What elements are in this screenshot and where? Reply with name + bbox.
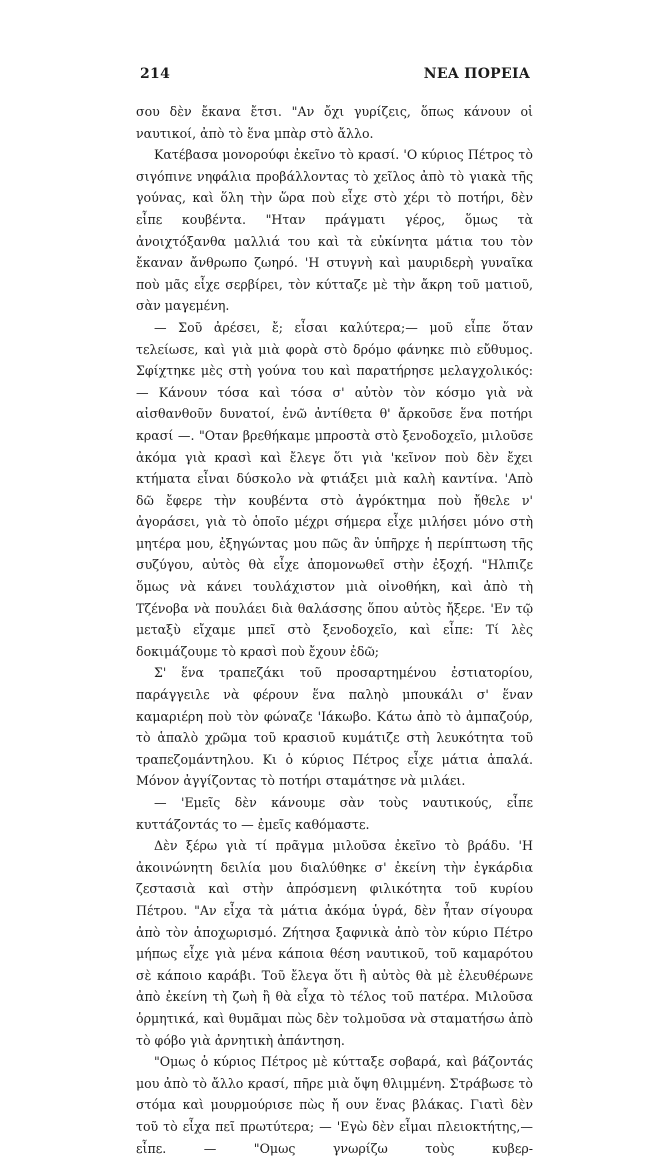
page-number: 214 xyxy=(140,66,171,82)
paragraph-continuation: σου δὲν ἔκανα ἔτσι. "Αν ὄχι γυρίζεις, ὅπως κάνουν οἱ ναυτικοί, ἀπὸ τὸ ἕνα μπὰρ στὸ ἄλλο. xyxy=(136,104,533,141)
paragraph: — Σοῦ ἀρέσει, ἔ; εἶσαι καλύτερα;— μοῦ εἶπε ὅταν τελείωσε, καὶ γιὰ μιὰ φορὰ στὸ δρόμο φάνηκε πιὸ εὔθυμος. Σφίχτηκε μὲς στὴ γούνα του καὶ παρατήρησε μελαγχολικός: — Κάνουν τόσα καὶ τόσα σ' αὐτὸν τὸν κόσμο γιὰ νὰ αἰσθανθοῦν δυνατοί, ἐνῶ ἀντίθετα θ' ἄρκοῦσε ἕνα ποτήρι κρασί —. "Οταν βρεθήκαμε μπροστὰ στὸ ξενοδοχεῖο, μιλοῦσε ἀκόμα γιὰ κρασὶ καὶ ἔλεγε ὅτι γιὰ 'κεῖνον ποὺ δὲν ἔχει κτήματα εἶναι δύσκολο νὰ φτιάξει μιὰ καλὴ καντίνα. 'Απὸ δῶ ἔφερε τὴν κουβέντα στὸ ἀγρόκτημα ποὺ ἤθελε ν' ἀγοράσει, γιὰ τὸ ὁποῖο μέχρι σήμερα εἶχε μιλήσει μόνο στὴ μητέρα μου, ἐξηγώντας μου πῶς ἂν ὑπῆρχε ἡ περίπτωση τῆς συζύγου, αὐτὸς θὰ εἶχε ἀπομονωθεῖ στὴν ἐξοχή. "Ηλπιζε ὅμως νὰ κάνει τουλάχιστον μιὰ οἰνοθήκη, καὶ ἀπὸ τὴ Τζένοβα νὰ πουλάει διὰ θαλάσσης ὅπου αὐτὸς ἤξερε. 'Εν τῷ μεταξὺ εἴχαμε μπεῖ στὸ ξενοδοχεῖο, καὶ εἶπε: Τί λὲς δοκιμάζουμε τὸ κρασὶ ποὺ ἔχουν ἐδῶ; xyxy=(136,319,533,659)
body-text xyxy=(136,101,533,1159)
paragraph: "Ομως ὁ κύριος Πέτρος μὲ κύτταξε σοβαρά, καὶ βάζοντάς μου ἀπὸ τὸ ἄλλο κρασί, πῆρε μιὰ ὄψη θλιμμένη. Στράβωσε τὸ στόμα καὶ μουρμούρισε πὼς ἤ ουν ἕνας βλάκας. Γιατὶ δὲν τοῦ τὸ εἶχα πεῖ πρωτύτερα; — 'Εγὼ δὲν εἶμαι πλειοκτήτης,—εἶπε. — "Ομως γνωρίζω τοὺς κυβερ- xyxy=(136,1054,533,1156)
page-header xyxy=(140,66,530,88)
running-title: ΝΕΑ ΠΟΡΕΙΑ xyxy=(423,66,530,82)
paragraph: — 'Εμεῖς δὲν κάνουμε σὰν τοὺς ναυτικούς, εἶπε κυττάζοντάς το — ἐμεῖς καθόμαστε. xyxy=(136,795,533,832)
paragraph: Κατέβασα μονορούφι ἐκεῖνο τὸ κρασί. 'Ο κύριος Πέτρος τὸ σιγόπινε νηφάλια προβάλλοντας τὸ χεῖλος ἀπὸ τὸ γιακὰ τῆς γούνας, καὶ ὅλη τὴν ὥρα ποὺ εἶχε στὸ χέρι τὸ ποτήρι, δὲν εἶπε κουβέντα. "Ηταν πράγματι γέρος, ὅμως τὰ ἀνοιχτόξανθα μαλλιά του καὶ τὰ εὐκίνητα μάτια του τὸν ἔκαναν ἄνθρωπο ζωηρό. 'Η στυγνὴ καὶ μαυριδερὴ γυναῖκα ποὺ μᾶς εἶχε σερβίρει, τὸν κύτταζε μὲ τὴν ἄκρη τοῦ ματιοῦ, σὰν μαγεμένη. xyxy=(136,147,533,314)
paragraph: Δὲν ξέρω γιὰ τί πρᾶγμα μιλοῦσα ἐκεῖνο τὸ βράδυ. 'Η ἀκοινώνητη δειλία μου διαλύθηκε σ' ἐκείνη τὴν ἐγκάρδια ζεστασιὰ καὶ στὴν ἀπρόσμενη φιλικότητα τοῦ κυρίου Πέτρου. "Αν εἶχα τὰ μάτια ἀκόμα ὑγρά, δὲν ἦταν σίγουρα ἀπὸ τὸν ἀποχωρισμό. Ζήτησα ξαφνικὰ ἀπὸ τὸν κύριο Πέτρο μήπως εἶχε γιὰ μένα κάποια θέση ναυτικοῦ, τοῦ καμαρότου σὲ κάποιο καράβι. Τοῦ ἔλεγα ὅτι ἢ αὐτὸς θὰ μὲ ἐλευθέρωνε ἀπὸ ἐκείνη τὴ ζωὴ ἢ θὰ εἶχα τὸ τέλος τοῦ πατέρα. Μιλοῦσα ὁρμητικά, καὶ θυμᾶμαι πὼς δὲν τολμοῦσα νὰ σταματήσω ἀπὸ τὸ φόβο γιὰ ἀρνητικὴ ἀπάντηση. xyxy=(136,838,533,1048)
paragraph: Σ' ἕνα τραπεζάκι τοῦ προσαρτημένου ἐστιατορίου, παράγγειλε νὰ φέρουν ἕνα παληὸ μπουκάλι σ' ἕναν καμαριέρη ποὺ τὸν φώναζε 'Ιάκωβο. Κάτω ἀπὸ τὸ ἀμπαζούρ, τὸ ἁπαλὸ χρῶμα τοῦ κρασιοῦ κυμάτιζε στὴ λευκότητα τοῦ τραπεζομάντηλου. Κι ὁ κύριος Πέτρος εἶχε μάτια ἁπαλά. Μόνον ἀγγίζοντας τὸ ποτήρι σταμάτησε νὰ μιλάει. xyxy=(136,665,533,789)
